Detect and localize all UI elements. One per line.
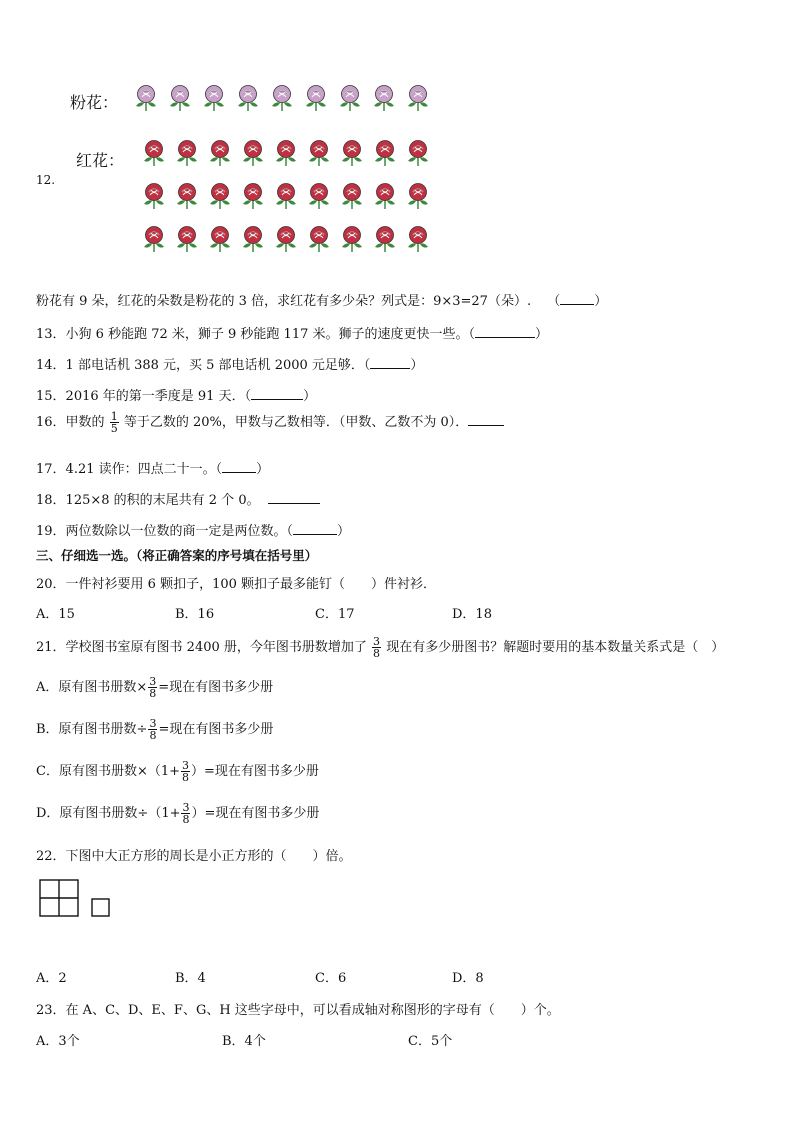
- red-flower-icon: [206, 182, 234, 210]
- red-flower-icon: [371, 182, 399, 210]
- red-flower-icon: [305, 139, 333, 167]
- small-square: [92, 899, 109, 916]
- answer-blank[interactable]: [222, 460, 256, 473]
- red-flower-icon: [371, 139, 399, 167]
- option-b[interactable]: B．原有图书册数÷ $\frac{3}{8}$ =现在有图书多少册: [36, 717, 274, 742]
- fraction: $\frac{3}{8}$: [373, 635, 381, 660]
- question-21: 21．学校图书室原有图书 2400 册，今年图书册数增加了 $\frac{3}{8}$ 现在有多少册图书？解题时要用的基本数量关系式是（ ）: [36, 635, 725, 660]
- question-13: 13．小狗 6 秒能跑 72 米，狮子 9 秒能跑 117 米。狮子的速度更快一些。（ ）: [36, 327, 549, 342]
- red-flower-icon: [140, 225, 168, 253]
- question-19: 19．两位数除以一位数的商一定是两位数。（ ）: [36, 524, 351, 539]
- answer-blank[interactable]: [268, 491, 320, 504]
- large-square: [40, 880, 78, 916]
- question-17: 17．4.21 读作：四点二十一。（ ）: [36, 462, 270, 477]
- section-3-title: 三、仔细选一选。（将正确答案的序号填在括号里）: [36, 548, 318, 563]
- red-flower-icon: [404, 182, 432, 210]
- pink-flower-label: 粉花：: [70, 93, 119, 112]
- red-flower-icon: [338, 139, 366, 167]
- question-14: 14．1 部电话机 388 元，买 5 部电话机 2000 元足够．（ ）: [36, 358, 424, 373]
- pink-flower-icon: [200, 84, 228, 112]
- red-flower-icon: [404, 225, 432, 253]
- answer-blank[interactable]: [293, 522, 337, 535]
- pink-flower-icon: [132, 84, 160, 112]
- option-a[interactable]: A．15: [36, 607, 75, 622]
- fraction: $\frac{3}{8}$: [149, 675, 157, 700]
- question-18: 18．125×8 的积的末尾共有 2 个 0。: [36, 489, 320, 508]
- red-flower-label: 红花：: [76, 151, 125, 170]
- question-12-text: 粉花有 9 朵，红花的朵数是粉花的 3 倍，求红花有多少朵？列式是：9×3=27（朵）. （ ）: [36, 294, 608, 309]
- red-flower-icon: [272, 139, 300, 167]
- question-15: 15．2016 年的第一季度是 91 天．（ ）: [36, 389, 317, 404]
- red-flower-icon: [239, 225, 267, 253]
- red-flower-icon: [206, 139, 234, 167]
- option-a[interactable]: A．3个: [36, 1034, 80, 1049]
- answer-blank[interactable]: [475, 325, 535, 338]
- answer-blank[interactable]: [468, 413, 504, 426]
- option-b[interactable]: B．16: [175, 607, 215, 622]
- answer-blank[interactable]: [560, 292, 594, 305]
- question-20: 20．一件衬衫要用 6 颗扣子，100 颗扣子最多能钉（ ）件衬衫．: [36, 577, 437, 592]
- question-12-statement: 粉花有 9 朵，红花的朵数是粉花的 3 倍，求红花有多少朵？列式是：9×3=27（朵）.: [36, 294, 532, 309]
- red-flower-icon: [173, 139, 201, 167]
- fraction: $\frac{3}{8}$: [182, 759, 190, 784]
- pink-flower-icon: [268, 84, 296, 112]
- answer-blank[interactable]: [251, 387, 303, 400]
- option-c[interactable]: C．5个: [408, 1034, 453, 1049]
- red-flower-icon: [173, 182, 201, 210]
- option-d[interactable]: D．18: [452, 607, 492, 622]
- question-22: 22．下图中大正方形的周长是小正方形的（ ）倍。: [36, 849, 352, 864]
- squares-figure: [38, 878, 118, 920]
- fraction: $\frac{3}{8}$: [182, 801, 190, 826]
- option-c[interactable]: C．6: [315, 971, 347, 986]
- red-flower-icon: [371, 225, 399, 253]
- option-d[interactable]: D．8: [452, 971, 484, 986]
- red-flower-icon: [404, 139, 432, 167]
- red-flower-icon: [239, 182, 267, 210]
- option-b[interactable]: B．4个: [222, 1034, 266, 1049]
- red-flower-icon: [338, 225, 366, 253]
- fraction: $\frac{1}{5}$: [110, 410, 118, 435]
- pink-flower-icon: [234, 84, 262, 112]
- red-flower-icon: [305, 182, 333, 210]
- red-flower-icon: [305, 225, 333, 253]
- pink-flower-icon: [336, 84, 364, 112]
- option-a[interactable]: A．原有图书册数× $\frac{3}{8}$ =现在有图书多少册: [36, 675, 274, 700]
- question-12-number: 12.: [36, 173, 56, 187]
- option-b[interactable]: B．4: [175, 971, 206, 986]
- red-flower-icon: [338, 182, 366, 210]
- red-flower-icon: [272, 225, 300, 253]
- fraction: $\frac{3}{8}$: [149, 717, 157, 742]
- pink-flower-icon: [370, 84, 398, 112]
- red-flower-icon: [140, 182, 168, 210]
- option-c[interactable]: C．17: [315, 607, 355, 622]
- option-d[interactable]: D．原有图书册数÷（1+ $\frac{3}{8}$ ）=现在有图书多少册: [36, 801, 320, 826]
- answer-blank[interactable]: [370, 356, 410, 369]
- red-flower-icon: [272, 182, 300, 210]
- red-flower-icon: [140, 139, 168, 167]
- option-a[interactable]: A．2: [36, 971, 67, 986]
- red-flower-icon: [206, 225, 234, 253]
- question-23: 23．在 A、C、D、E、F、G、H 这些字母中，可以看成轴对称图形的字母有（ ）个。: [36, 1003, 560, 1018]
- red-flower-icon: [173, 225, 201, 253]
- pink-flower-icon: [166, 84, 194, 112]
- red-flower-icon: [239, 139, 267, 167]
- option-c[interactable]: C．原有图书册数×（1+ $\frac{3}{8}$ ）=现在有图书多少册: [36, 759, 319, 784]
- pink-flower-icon: [302, 84, 330, 112]
- question-16: 16．甲数的 $\frac{1}{5}$ 等于乙数的 20%，甲数与乙数相等．（甲数、乙数不为 0）．: [36, 411, 504, 434]
- pink-flower-icon: [404, 84, 432, 112]
